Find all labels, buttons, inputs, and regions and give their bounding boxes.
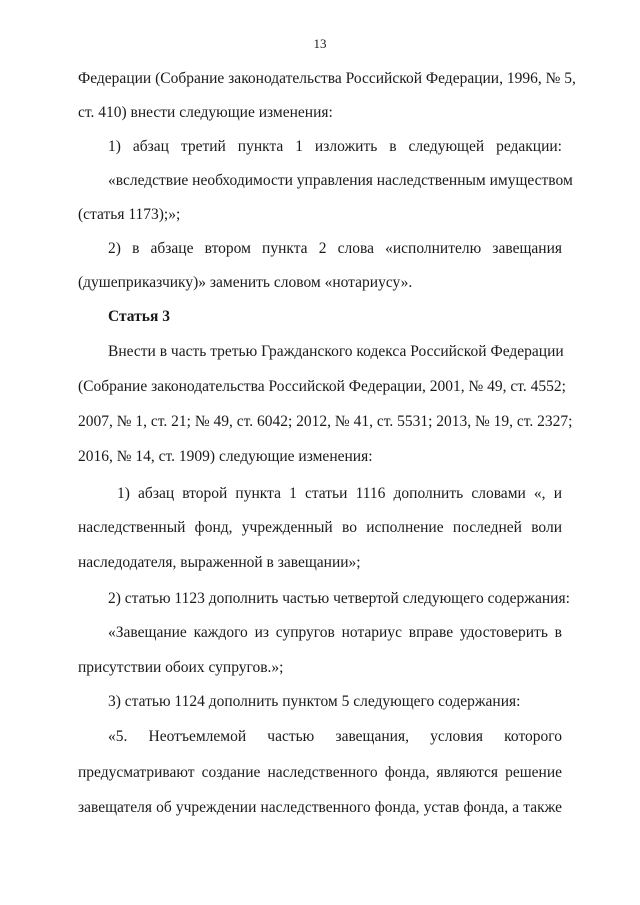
- text-line: «5. Неотъемлемой частью завещания, условия которого: [108, 728, 562, 745]
- text-line: 2007, № 1, ст. 21; № 49, ст. 6042; 2012, № 41, ст. 5531; 2013, № 19, ст. 2327;: [78, 413, 573, 430]
- text-line: 2) в абзаце втором пункта 2 слова «исполнителю завещания: [108, 240, 562, 257]
- text-line: «Завещание каждого из супругов нотариус вправе удостоверить в: [108, 624, 562, 641]
- text-line: завещателя об учреждении наследственного фонда, устав фонда, а также: [78, 799, 562, 816]
- text-line: «вследствие необходимости управления наследственным имуществом: [108, 172, 573, 189]
- text-line: присутствии обоих супругов.»;: [78, 659, 284, 676]
- text-line: Федерации (Собрание законодательства Российской Федерации, 1996, № 5,: [78, 70, 576, 87]
- text-line: предусматривают создание наследственного фонда, являются решение: [78, 764, 562, 781]
- page-number: 13: [313, 36, 327, 51]
- text-line: наследственный фонд, учрежденный во исполнение последней воли: [78, 519, 562, 536]
- text-line: 2) статью 1123 дополнить частью четвертой следующего содержания:: [108, 590, 570, 607]
- text-line: (статья 1173);»;: [78, 206, 181, 223]
- text-line: Внести в часть третью Гражданского кодекса Российской Федерации: [108, 343, 564, 360]
- text-line: ст. 410) внести следующие изменения:: [78, 104, 333, 121]
- text-line: 1) абзац третий пункта 1 изложить в следующей редакции:: [108, 138, 562, 155]
- text-line: (Собрание законодательства Российской Федерации, 2001, № 49, ст. 4552;: [78, 378, 566, 395]
- text-line: наследодателя, выраженной в завещании»;: [78, 554, 361, 571]
- text-line: (душеприказчику)» заменить словом «нотариусу».: [78, 274, 413, 291]
- text-line: 1) абзац второй пункта 1 статьи 1116 дополнить словами «, и: [117, 485, 562, 502]
- section-heading: Статья 3: [108, 308, 170, 325]
- text-line: 3) статью 1124 дополнить пунктом 5 следующего содержания:: [108, 693, 521, 710]
- text-line: 2016, № 14, ст. 1909) следующие изменения:: [78, 448, 373, 465]
